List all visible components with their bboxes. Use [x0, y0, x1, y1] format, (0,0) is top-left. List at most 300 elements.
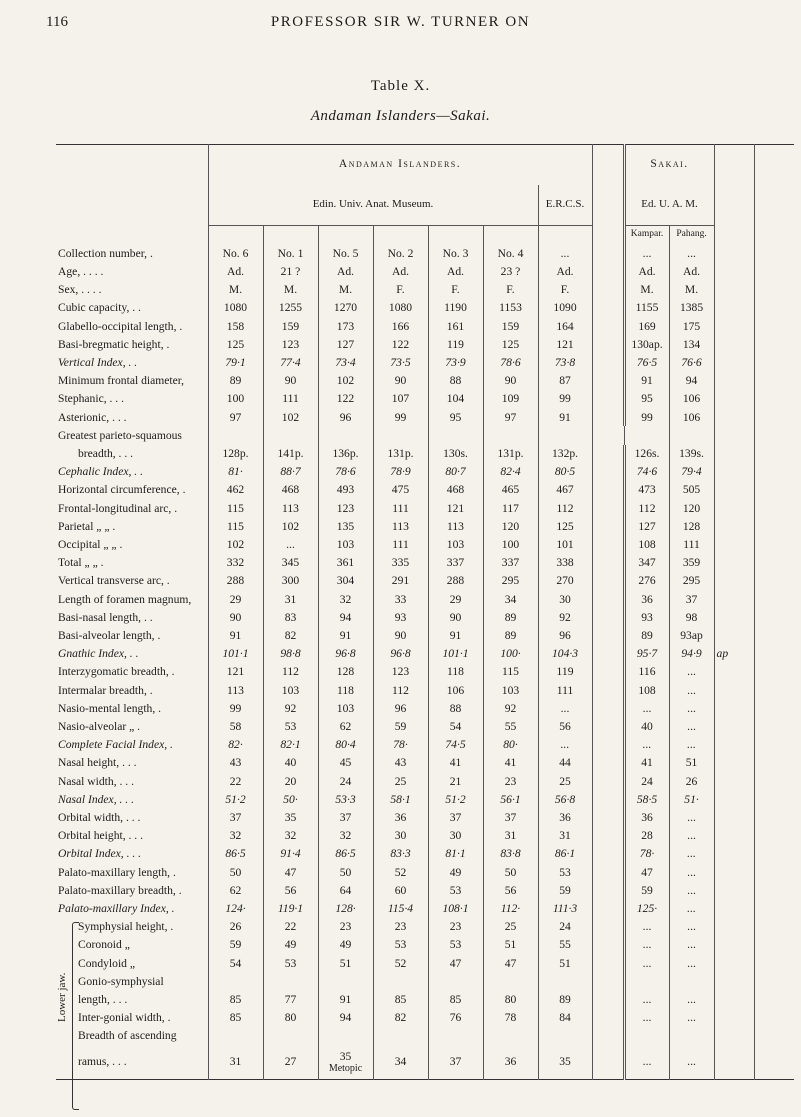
table-cell: 44	[538, 754, 592, 772]
row-label: Cephalic Index, . .	[58, 465, 143, 479]
table-cell: 158	[208, 317, 263, 335]
table-cell	[318, 1027, 373, 1045]
table-cell: 76	[428, 1009, 483, 1027]
table-cell: 115·4	[373, 900, 428, 918]
table-cell: ...	[624, 699, 669, 717]
row-label: length, . . .	[78, 993, 128, 1007]
table-cell: 23	[318, 918, 373, 936]
table-cell: 77·4	[263, 354, 318, 372]
row-label: breadth, . . .	[78, 446, 134, 460]
table-cell: ...	[669, 681, 714, 699]
table-cell: 120	[669, 499, 714, 517]
row-label: Palato-maxillary length, .	[58, 865, 176, 879]
table-cell: 30	[373, 827, 428, 845]
table-row	[56, 827, 794, 845]
table-cell	[263, 973, 318, 991]
table-cell: 53	[263, 718, 318, 736]
row-label: Frontal-longitudinal arc, .	[58, 501, 178, 515]
table-row	[56, 881, 794, 899]
table-cell: ...	[624, 991, 669, 1009]
table-cell: 37	[428, 809, 483, 827]
table-cell: 108	[624, 681, 669, 699]
table-cell: ...	[669, 900, 714, 918]
table-cell: 53	[428, 881, 483, 899]
row-label: Orbital width, . . .	[58, 811, 141, 825]
table-cell: 112·	[483, 900, 538, 918]
row-label: Vertical Index, . .	[58, 355, 138, 369]
table-cell: 51	[538, 954, 592, 972]
table-cell: 136p.	[318, 445, 373, 463]
table-cell: 89	[538, 991, 592, 1009]
table-cell: 21 ?	[263, 263, 318, 281]
table-row	[56, 335, 794, 353]
table-cell	[208, 973, 263, 991]
table-cell: F.	[483, 281, 538, 299]
table-cell: ...	[669, 244, 714, 262]
table-cell: 80	[483, 991, 538, 1009]
row-label: Nasal width, . . .	[58, 774, 134, 788]
table-cell: 100·	[483, 645, 538, 663]
table-row	[56, 645, 794, 663]
table-cell: 102	[208, 536, 263, 554]
row-label: Cubic capacity, . .	[58, 301, 141, 315]
table-cell: 58	[208, 718, 263, 736]
table-row	[56, 627, 794, 645]
table-cell: ...	[263, 536, 318, 554]
table-cell: 33	[373, 590, 428, 608]
table-row	[56, 263, 794, 281]
table-cell: 49	[428, 863, 483, 881]
table-cell: 84	[538, 1009, 592, 1027]
table-cell: 53	[373, 936, 428, 954]
table-cell: 173	[318, 317, 373, 335]
table-cell: 51	[318, 954, 373, 972]
table-cell: 47	[263, 863, 318, 881]
table-cell: 80·	[483, 736, 538, 754]
table-cell: 29	[208, 590, 263, 608]
table-cell: 26	[669, 772, 714, 790]
table-row	[56, 918, 794, 936]
table-cell: 125	[483, 335, 538, 353]
table-cell: 121	[208, 663, 263, 681]
table-row	[56, 1027, 794, 1045]
table-row	[56, 499, 794, 517]
table-cell: 30	[538, 590, 592, 608]
table-cell: 111·3	[538, 900, 592, 918]
table-cell: 85	[428, 991, 483, 1009]
table-cell: 83·8	[483, 845, 538, 863]
table-cell	[318, 973, 373, 991]
table-cell: 54	[208, 954, 263, 972]
table-cell: 78	[483, 1009, 538, 1027]
row-label: Minimum frontal diameter,	[58, 374, 185, 388]
table-cell: 37	[483, 809, 538, 827]
table-cell: Ad.	[624, 263, 669, 281]
sub-header-row	[56, 185, 794, 226]
table-cell: 51	[483, 936, 538, 954]
table-cell: 116	[624, 663, 669, 681]
row-label: Parietal „ „ .	[58, 519, 116, 533]
table-row	[56, 481, 794, 499]
table-cell	[538, 973, 592, 991]
table-cell: 99	[538, 390, 592, 408]
table-row	[56, 699, 794, 717]
row-label: Basi-nasal length, . .	[58, 610, 153, 624]
row-label: Basi-alveolar length, .	[58, 628, 161, 642]
table-cell: 77	[263, 991, 318, 1009]
table-row	[56, 863, 794, 881]
row-label: Greatest parieto-squamous	[58, 428, 182, 442]
table-cell: 90	[428, 608, 483, 626]
table-cell: 35 Metopic	[318, 1045, 373, 1078]
table-cell: 83	[263, 608, 318, 626]
row-label: Basi-bregmatic height, .	[58, 337, 170, 351]
table-cell: 54	[428, 718, 483, 736]
table-row	[56, 590, 794, 608]
table-cell: 88	[428, 372, 483, 390]
table-cell: 276	[624, 572, 669, 590]
table-cell: 43	[208, 754, 263, 772]
table-cell: 22	[263, 918, 318, 936]
table-cell: 92	[263, 699, 318, 717]
table-cell: M.	[318, 281, 373, 299]
page-number: 116	[46, 14, 68, 30]
table-row	[56, 954, 794, 972]
table-cell: 131p.	[373, 445, 428, 463]
row-label: Complete Facial Index, .	[58, 738, 173, 752]
sakai-group-header: Sakai.	[624, 145, 714, 186]
table-cell: 25	[483, 918, 538, 936]
row-label: Coronoid „	[78, 938, 130, 952]
table-cell: 45	[318, 754, 373, 772]
ercs-header: E.R.C.S.	[538, 185, 592, 226]
table-cell: 43	[373, 754, 428, 772]
row-label: Sex, . . . .	[58, 283, 102, 297]
table-cell: 118	[428, 663, 483, 681]
table-row	[56, 354, 794, 372]
table-cell: 56	[538, 718, 592, 736]
table-cell: 164	[538, 317, 592, 335]
table-cell: 97	[483, 408, 538, 426]
table-cell: ...	[538, 699, 592, 717]
table-cell: 300	[263, 572, 318, 590]
table-cell: 59	[624, 881, 669, 899]
table-cell: 56·1	[483, 790, 538, 808]
table-row	[56, 991, 794, 1009]
table-cell: 55	[483, 718, 538, 736]
table-cell: 103	[263, 681, 318, 699]
table-cell: 41	[483, 754, 538, 772]
table-cell: 93ap	[669, 627, 714, 645]
table-cell: 94·9	[669, 645, 714, 663]
table-cell: 139s.	[669, 445, 714, 463]
table-cell: 59	[373, 718, 428, 736]
table-cell: 109	[483, 390, 538, 408]
table-cell: 51·2	[208, 790, 263, 808]
table-cell: 90	[263, 372, 318, 390]
table-cell: 159	[263, 317, 318, 335]
table-cell: ...	[669, 809, 714, 827]
table-cell: 112	[263, 663, 318, 681]
measurement-table	[56, 144, 794, 1080]
table-row	[56, 772, 794, 790]
table-row	[56, 754, 794, 772]
table-cell: 127	[624, 517, 669, 535]
table-cell: 23 ?	[483, 263, 538, 281]
table-subtitle: Andaman Islanders—Sakai.	[310, 108, 491, 124]
table-cell: ...	[669, 936, 714, 954]
table-cell: 94	[318, 1009, 373, 1027]
table-cell: Ad.	[428, 263, 483, 281]
pahang-header: Pahang.	[669, 226, 714, 245]
table-cell: ...	[624, 918, 669, 936]
table-cell: 101	[538, 536, 592, 554]
row-label: Breadth of ascending	[78, 1029, 177, 1043]
table-cell: 103	[318, 536, 373, 554]
table-cell: 128	[669, 517, 714, 535]
table-cell: 462	[208, 481, 263, 499]
table-cell: F.	[538, 281, 592, 299]
table-cell: 85	[373, 991, 428, 1009]
table-cell: 79·1	[208, 354, 263, 372]
table-cell: 32	[263, 827, 318, 845]
table-cell: 93	[624, 608, 669, 626]
table-cell: 74·6	[624, 463, 669, 481]
table-cell: 98·8	[263, 645, 318, 663]
table-cell: 468	[428, 481, 483, 499]
table-cell: 62	[208, 881, 263, 899]
row-label: Nasio-alveolar „ .	[58, 720, 141, 733]
table-cell: 89	[483, 627, 538, 645]
table-cell: 78·6	[483, 354, 538, 372]
table-cell	[428, 973, 483, 991]
table-cell: 86·5	[208, 845, 263, 863]
table-title: Table X.	[370, 78, 431, 94]
row-label-text: Symphysial height, .	[78, 920, 174, 934]
table-row	[56, 681, 794, 699]
table-cell: 1385	[669, 299, 714, 317]
table-cell: 58·1	[373, 790, 428, 808]
table-row	[56, 244, 794, 262]
row-label: Inter-gonial width, .	[78, 1011, 171, 1025]
table-cell: ...	[624, 1009, 669, 1027]
table-cell: 85	[208, 991, 263, 1009]
table-cell: 106	[669, 390, 714, 408]
row-label: Asterionic, . . .	[58, 410, 127, 424]
table-cell: ...	[669, 863, 714, 881]
table-cell: 115	[208, 499, 263, 517]
table-cell: 41	[624, 754, 669, 772]
table-cell	[428, 1027, 483, 1045]
table-cell: 32	[208, 827, 263, 845]
table-cell: Ad.	[373, 263, 428, 281]
table-cell: 24	[538, 918, 592, 936]
table-cell: 131p.	[483, 445, 538, 463]
table-cell	[538, 1027, 592, 1045]
row-label: Occipital „ „ .	[58, 537, 123, 551]
table-row	[56, 936, 794, 954]
table-cell: 111	[373, 499, 428, 517]
table-cell: 49	[263, 936, 318, 954]
table-cell	[373, 973, 428, 991]
table-cell: 132p.	[538, 445, 592, 463]
table-cell: 78·9	[373, 463, 428, 481]
table-cell: 295	[483, 572, 538, 590]
edin-header: Edin. Univ. Anat. Museum.	[208, 185, 538, 226]
table-cell: 21	[428, 772, 483, 790]
table-cell: 108·1	[428, 900, 483, 918]
table-cell: 88·7	[263, 463, 318, 481]
table-cell: 117	[483, 499, 538, 517]
table-tail	[56, 1078, 794, 1079]
row-label: Orbital height, . . .	[58, 829, 144, 843]
table-cell: 1190	[428, 299, 483, 317]
table-cell: 37	[208, 809, 263, 827]
table-row	[56, 663, 794, 681]
table-cell: 36	[538, 809, 592, 827]
table-cell: 473	[624, 481, 669, 499]
table-cell: 59	[538, 881, 592, 899]
row-label: Vertical transverse arc, .	[58, 574, 170, 588]
table-cell: 35	[263, 809, 318, 827]
table-cell: 106	[669, 408, 714, 426]
table-cell: 52	[373, 863, 428, 881]
table-cell: No. 1	[263, 244, 318, 262]
table-cell: 100	[483, 536, 538, 554]
table-cell: ...	[669, 1009, 714, 1027]
table-cell	[624, 973, 669, 991]
table-cell: 102	[263, 517, 318, 535]
table-row	[56, 372, 794, 390]
table-cell: 332	[208, 554, 263, 572]
table-cell: 112	[373, 681, 428, 699]
table-cell: 101·1	[208, 645, 263, 663]
table-cell: 130s.	[428, 445, 483, 463]
table-cell: 345	[263, 554, 318, 572]
table-cell: 96	[318, 408, 373, 426]
table-cell: 465	[483, 481, 538, 499]
table-cell: 106	[428, 681, 483, 699]
table-cell: 53	[263, 954, 318, 972]
table-cell: ...	[669, 699, 714, 717]
table-cell: 73·8	[538, 354, 592, 372]
row-label: Gonio-symphysial	[78, 974, 164, 988]
table-row	[56, 572, 794, 590]
table-cell: 118	[318, 681, 373, 699]
table-cell: 98	[669, 608, 714, 626]
table-cell: 64	[318, 881, 373, 899]
table-cell: 23	[373, 918, 428, 936]
table-cell: 91	[208, 627, 263, 645]
table-cell: ...	[669, 736, 714, 754]
table-cell: 89	[624, 627, 669, 645]
row-label: ramus, . . .	[78, 1055, 127, 1069]
running-header	[0, 0, 801, 40]
table-cell: 97	[208, 408, 263, 426]
table-cell: 31	[208, 1045, 263, 1078]
table-cell: 50	[318, 863, 373, 881]
table-cell: 47	[624, 863, 669, 881]
table-cell: 80·4	[318, 736, 373, 754]
row-label: Collection number, .	[58, 246, 153, 260]
table-cell: 23	[483, 772, 538, 790]
table-cell: 123	[318, 499, 373, 517]
table-cell: 337	[428, 554, 483, 572]
table-cell: 73·9	[428, 354, 483, 372]
table-cell: 81·1	[428, 845, 483, 863]
table-cell: 83·3	[373, 845, 428, 863]
table-cell: 36	[483, 1045, 538, 1078]
table-cell: 24	[318, 772, 373, 790]
table-cell: 51·2	[428, 790, 483, 808]
table-cell: Ad.	[538, 263, 592, 281]
table-cell: 1270	[318, 299, 373, 317]
running-title: PROFESSOR SIR W. TURNER ON	[270, 14, 531, 30]
table-row	[56, 790, 794, 808]
table-cell: 60	[373, 881, 428, 899]
table-cell: 1153	[483, 299, 538, 317]
table-cell: 161	[428, 317, 483, 335]
table-cell: 335	[373, 554, 428, 572]
table-cell: 50	[208, 863, 263, 881]
table-cell: 22	[208, 772, 263, 790]
table-cell: 159	[483, 317, 538, 335]
table-cell	[483, 1027, 538, 1045]
row-label: Interzygomatic breadth, .	[58, 665, 175, 679]
table-cell: 47	[483, 954, 538, 972]
table-cell: 86·5	[318, 845, 373, 863]
table-cell: ...	[624, 244, 669, 262]
table-cell: ...	[669, 663, 714, 681]
table-cell: 113	[428, 517, 483, 535]
table-cell: No. 6	[208, 244, 263, 262]
table-cell: 99	[624, 408, 669, 426]
table-cell: 36	[373, 809, 428, 827]
table-cell: ...	[669, 1045, 714, 1078]
table-cell: 123	[263, 335, 318, 353]
edu-header: Ed. U. A. M.	[624, 185, 714, 226]
table-cell: 27	[263, 1045, 318, 1078]
table-cell: 29	[428, 590, 483, 608]
table-cell: ...	[669, 845, 714, 863]
metopic-note: Metopic	[328, 1063, 363, 1075]
table-cell: 32	[318, 590, 373, 608]
table-cell: 79·4	[669, 463, 714, 481]
table-cell: 25	[538, 772, 592, 790]
table-row	[56, 718, 794, 736]
table-cell: 59	[208, 936, 263, 954]
table-cell: 76·5	[624, 354, 669, 372]
table-cell: 91	[538, 408, 592, 426]
table-cell: 78·6	[318, 463, 373, 481]
table-cell: 32	[318, 827, 373, 845]
table-cell: 121	[538, 335, 592, 353]
table-cell: 304	[318, 572, 373, 590]
table-row	[56, 845, 794, 863]
table-cell	[263, 1027, 318, 1045]
table-cell: 95	[428, 408, 483, 426]
table-row	[56, 1009, 794, 1027]
table-cell: 52	[373, 954, 428, 972]
table-cell: 78·	[373, 736, 428, 754]
brace-mark	[72, 922, 79, 1110]
table-cell: 53·3	[318, 790, 373, 808]
table-cell: 25	[373, 772, 428, 790]
table-cell: 103	[483, 681, 538, 699]
table-cell: 102	[318, 372, 373, 390]
table-cell: 104	[428, 390, 483, 408]
table-cell: 467	[538, 481, 592, 499]
